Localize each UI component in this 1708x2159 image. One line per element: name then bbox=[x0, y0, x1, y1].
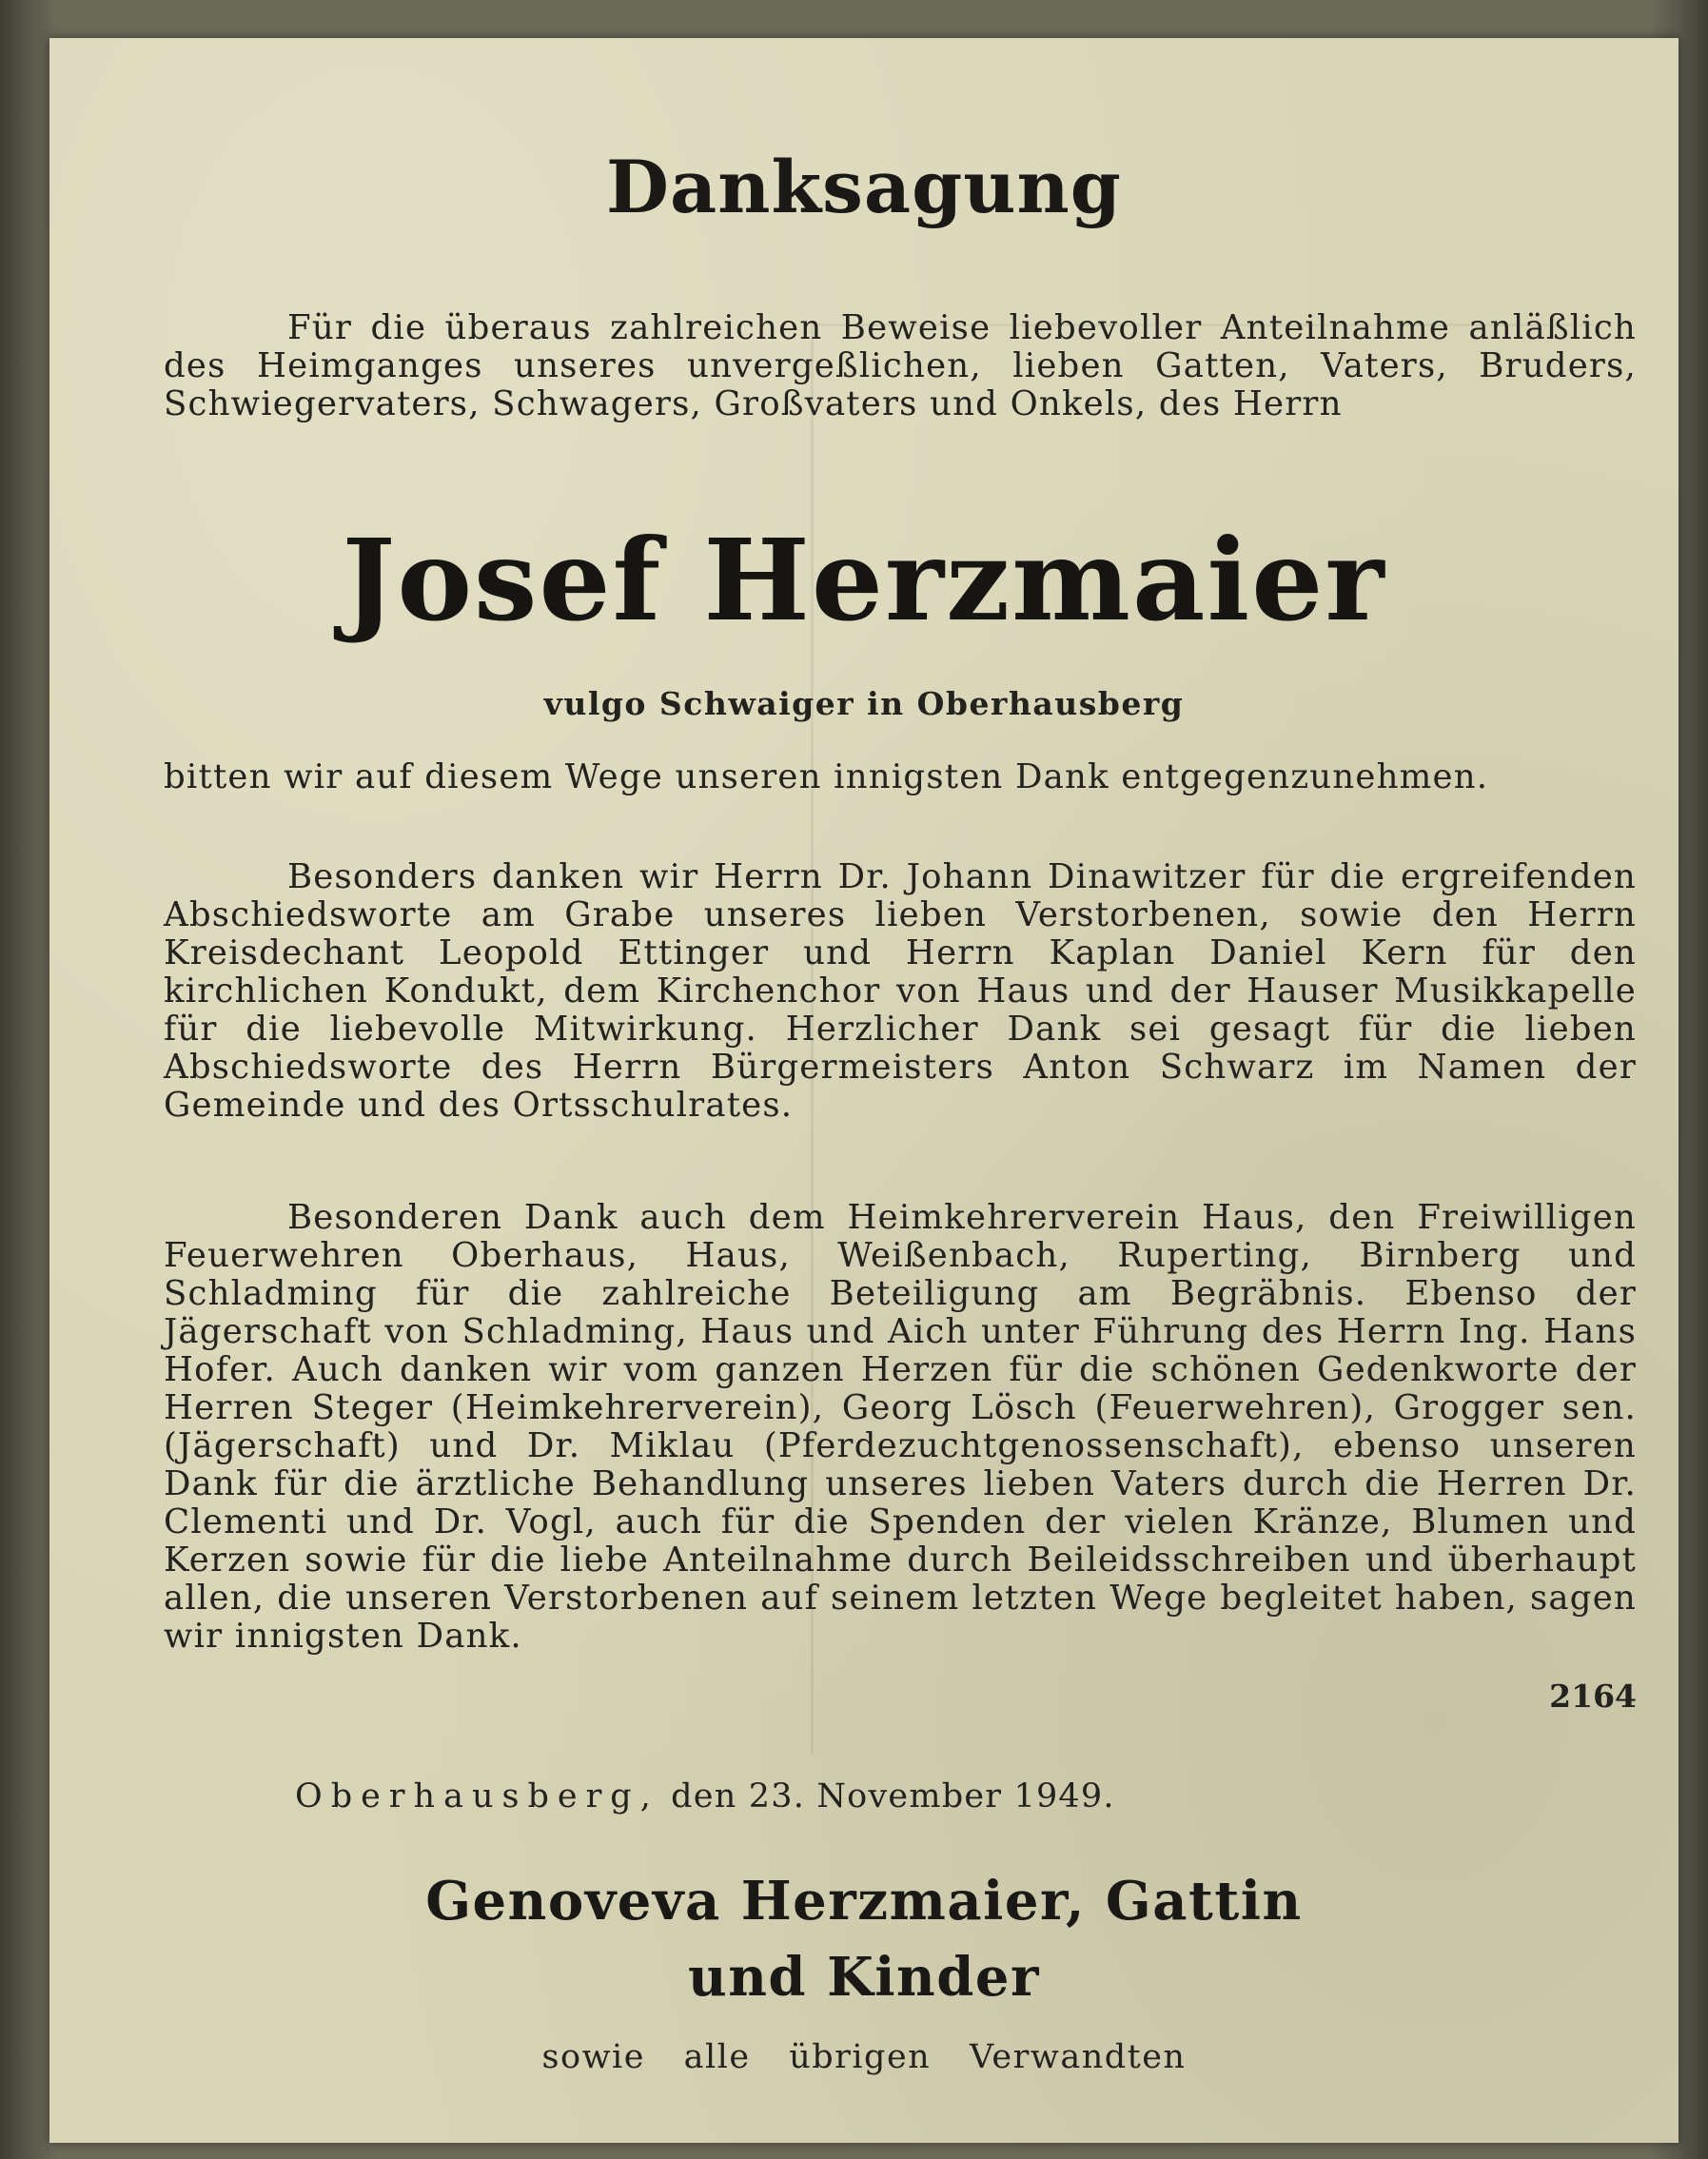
relatives-word: alle bbox=[683, 2038, 751, 2076]
notice-heading: Danksagung bbox=[606, 145, 1122, 229]
place-name: Oberhausberg, bbox=[295, 1777, 659, 1816]
thanks-intro-paragraph: bitten wir auf diesem Wege unseren innigsten Dank entgegenzunehmen. bbox=[164, 757, 1489, 796]
relatives-word: sowie bbox=[541, 2038, 645, 2076]
newspaper-clipping bbox=[49, 38, 1679, 2143]
date-text: den 23. November 1949. bbox=[671, 1777, 1115, 1816]
date-line bbox=[295, 1777, 1115, 1816]
signature-line-1: Genoveva Herzmaier, Gattin bbox=[425, 1870, 1303, 1933]
thanks-paragraph-1: Besonders danken wir Herrn Dr. Johann Dinawitzer für die ergreifenden Abschiedsworte am Grabe unseres lieben Verstorbenen, sowie den Herrn Kreisdechant Leopold Ettinger und Herrn Kaplan Daniel Kern für den kirchlichen Kondukt, dem Kirchenchor von Haus und der Hauser Musikkapelle für die liebevolle Mitwirkung. Herzlicher Dank sei gesagt für die lieben Abschiedsworte des Herrn Bürgermeisters Anton Schwarz im Namen der Gemeinde und des Ortsschulrates. bbox=[164, 857, 1637, 1125]
relatives-word: übrigen bbox=[789, 2038, 932, 2076]
deceased-name: Josef Herzmaier bbox=[342, 514, 1386, 646]
relatives-word: Verwandten bbox=[969, 2038, 1187, 2076]
signature-line-2: und Kinder bbox=[687, 1946, 1041, 2009]
intro-paragraph: Für die überaus zahlreichen Beweise liebevoller Anteilnahme anläßlich des Heimganges unseres unvergeßlichen, lieben Gatten, Vaters, Bruders, Schwiegervaters, Schwagers, Großvaters und Onkels, des Herrn bbox=[164, 308, 1637, 423]
thanks-paragraph-2: Besonderen Dank auch dem Heimkehrerverein Haus, den Freiwilligen Feuerwehren Oberhaus, Haus, Weißenbach, Ruperting, Birnberg und Schladming für die zahlreiche Beteiligung am Begräbnis. Ebenso der Jägerschaft von Schladming, Haus und Aich unter Führung des Herrn Ing. Hans Hofer. Auch danken wir vom ganzen Herzen für die schönen Gedenkworte der Herren Steger (Heimkehrerverein), Georg Lösch (Feuerwehren), Grogger sen. (Jägerschaft) und Dr. Miklau (Pferdezuchtgenossenschaft), ebenso unseren Dank für die ärztliche Behandlung unseres lieben Vaters durch die Herren Dr. Clementi und Dr. Vogl, auch für die Spenden der vielen Kränze, Blumen und Kerzen sowie für die liebe Anteilnahme durch Beileidsschreiben und überhaupt allen, die unseren Verstorbenen auf seinem letzten Wege begleitet haben, sagen wir innigsten Dank. bbox=[164, 1198, 1637, 1656]
reference-number: 2164 bbox=[1549, 1678, 1637, 1715]
relatives-line bbox=[49, 2038, 1679, 2076]
nickname-line: vulgo Schwaiger in Oberhausberg bbox=[543, 685, 1185, 722]
